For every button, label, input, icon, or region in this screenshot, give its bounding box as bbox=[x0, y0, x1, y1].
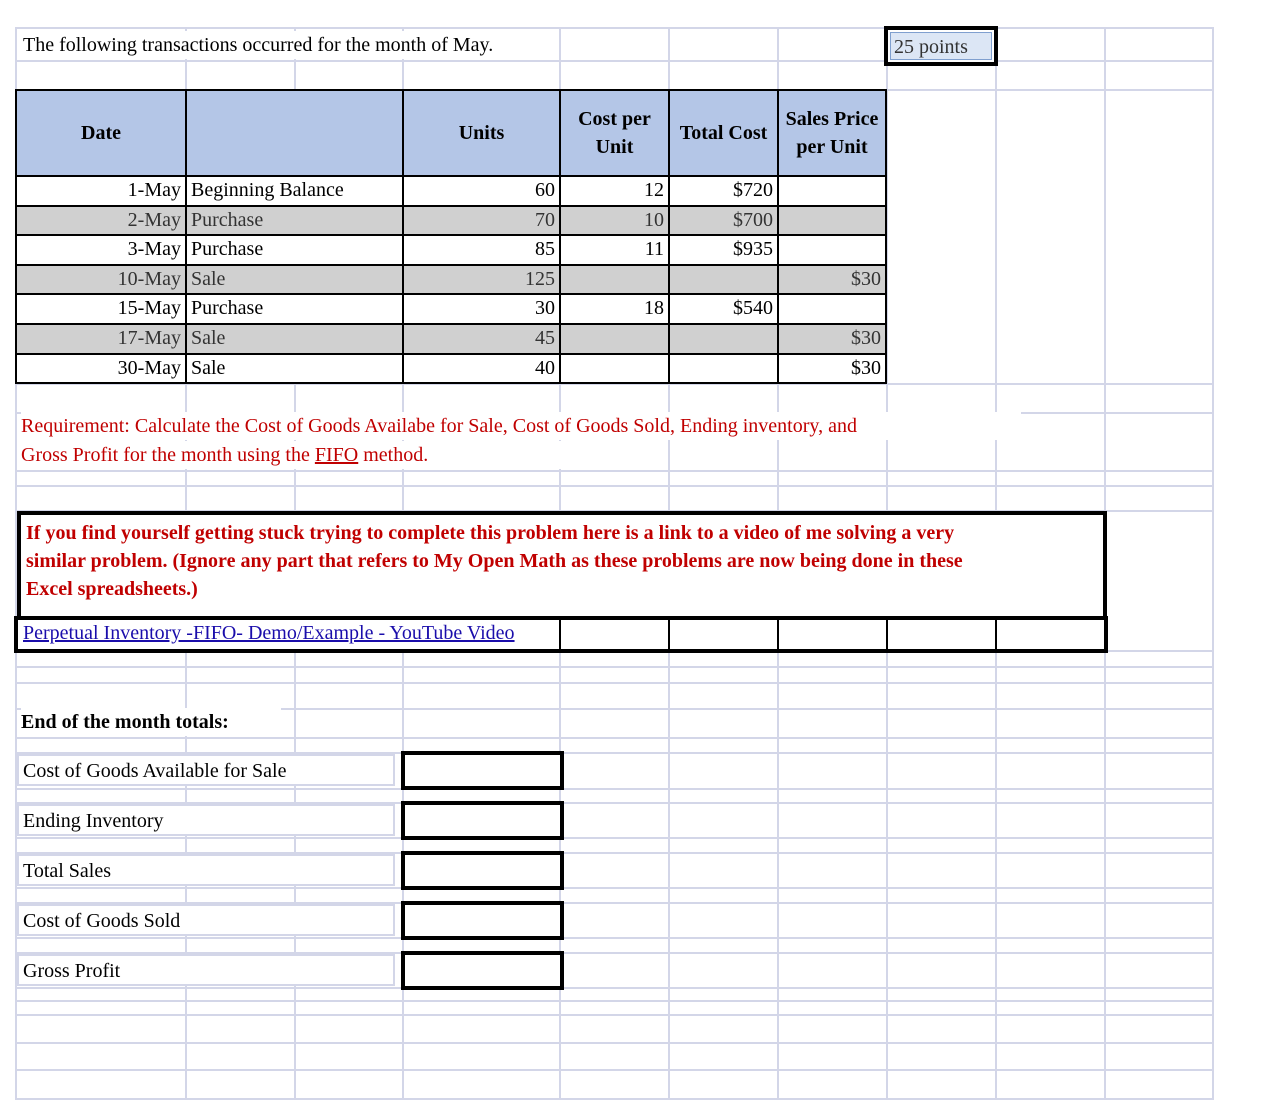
row-4-price-cell[interactable]: $30 bbox=[777, 264, 887, 296]
header-sales-price bbox=[777, 89, 887, 177]
header-date: Date bbox=[15, 89, 187, 177]
row-7-cost-cell[interactable] bbox=[559, 353, 670, 385]
intro-text: The following transactions occurred for the month of May. bbox=[19, 31, 559, 59]
row-5-price-cell[interactable] bbox=[777, 293, 887, 325]
fifo-method: FIFO bbox=[314, 444, 359, 466]
row-2-price-cell[interactable] bbox=[777, 205, 887, 237]
row-4-units-cell[interactable]: 125 bbox=[402, 264, 561, 296]
link-row-divider bbox=[995, 618, 997, 649]
row-4-total-cell[interactable] bbox=[668, 264, 779, 296]
grid-row-line bbox=[15, 682, 1214, 684]
link-row-divider bbox=[668, 618, 670, 649]
totals-label-2: Ending Inventory bbox=[17, 804, 395, 836]
totals-answer-input-5[interactable] bbox=[401, 951, 564, 990]
youtube-video-link[interactable]: Perpetual Inventory -FIFO- Demo/Example - YouTube Video bbox=[23, 622, 515, 644]
grid-row-line bbox=[15, 1000, 1214, 1002]
grid-row-line bbox=[15, 937, 1214, 939]
row-6-price-cell[interactable]: $30 bbox=[777, 323, 887, 355]
row-7-total-cell[interactable] bbox=[668, 353, 779, 385]
header-units: Units bbox=[402, 89, 561, 177]
row-3-date-cell[interactable]: 3-May bbox=[15, 234, 187, 266]
totals-label-5: Gross Profit bbox=[17, 954, 395, 986]
row-6-desc-cell[interactable]: Sale bbox=[185, 323, 404, 355]
grid-row-line bbox=[15, 1042, 1214, 1044]
totals-label-4: Cost of Goods Sold bbox=[17, 904, 395, 936]
totals-label-3: Total Sales bbox=[17, 854, 395, 886]
grid-row-line bbox=[15, 1069, 1214, 1071]
row-6-units-cell[interactable]: 45 bbox=[402, 323, 561, 355]
help-box bbox=[17, 511, 1107, 621]
row-1-date-cell[interactable]: 1-May bbox=[15, 175, 187, 207]
grid-row-line bbox=[15, 666, 1214, 668]
row-5-units-cell[interactable]: 30 bbox=[402, 293, 561, 325]
row-3-cost-cell[interactable]: 11 bbox=[559, 234, 670, 266]
help-line-3: Excel spreadsheets.) bbox=[26, 578, 198, 600]
row-5-date-cell[interactable]: 15-May bbox=[15, 293, 187, 325]
row-7-units-cell[interactable]: 40 bbox=[402, 353, 561, 385]
row-5-desc-cell[interactable]: Purchase bbox=[185, 293, 404, 325]
header-sales-price-label: Sales Price per Unit bbox=[785, 108, 879, 158]
link-row-divider bbox=[559, 618, 561, 649]
row-7-price-cell[interactable]: $30 bbox=[777, 353, 887, 385]
grid-row-line bbox=[15, 837, 1214, 839]
row-6-cost-cell[interactable] bbox=[559, 323, 670, 355]
row-1-desc-cell[interactable]: Beginning Balance bbox=[185, 175, 404, 207]
row-1-units-cell[interactable]: 60 bbox=[402, 175, 561, 207]
grid-row-line bbox=[15, 1014, 1214, 1016]
requirement-line-1: Requirement: Calculate the Cost of Goods Availabe for Sale, Cost of Goods Sold, Ending inventory, and bbox=[21, 412, 1021, 440]
row-4-desc-cell[interactable]: Sale bbox=[185, 264, 404, 296]
grid-row-line bbox=[15, 60, 1214, 62]
row-3-price-cell[interactable] bbox=[777, 234, 887, 266]
grid-row-line bbox=[15, 27, 1214, 29]
grid-row-line bbox=[15, 788, 1214, 790]
row-4-cost-cell[interactable] bbox=[559, 264, 670, 296]
grid-row-line bbox=[15, 1098, 1214, 1100]
points-label: 25 points bbox=[890, 32, 992, 60]
header-cost-per-unit-label: Cost per Unit bbox=[578, 108, 651, 158]
link-row-divider bbox=[886, 618, 888, 649]
header-cost-per-unit bbox=[559, 89, 670, 177]
totals-heading: End of the month totals: bbox=[21, 708, 281, 736]
row-3-total-cell[interactable]: $935 bbox=[668, 234, 779, 266]
requirement-line-2-end: method. bbox=[358, 444, 429, 466]
totals-answer-input-4[interactable] bbox=[401, 901, 564, 940]
row-2-units-cell[interactable]: 70 bbox=[402, 205, 561, 237]
row-2-date-cell[interactable]: 2-May bbox=[15, 205, 187, 237]
help-line-1: If you find yourself getting stuck trying to complete this problem here is a link to a video of me solving a very bbox=[26, 522, 955, 544]
grid-row-line bbox=[15, 485, 1214, 487]
grid-row-line bbox=[15, 737, 1214, 739]
row-3-units-cell[interactable]: 85 bbox=[402, 234, 561, 266]
row-3-desc-cell[interactable]: Purchase bbox=[185, 234, 404, 266]
row-2-total-cell[interactable]: $700 bbox=[668, 205, 779, 237]
grid-column-line bbox=[1212, 27, 1214, 1100]
row-6-total-cell[interactable] bbox=[668, 323, 779, 355]
requirement-line-2 bbox=[21, 441, 581, 469]
totals-answer-input-1[interactable] bbox=[401, 751, 564, 790]
grid-row-line bbox=[15, 887, 1214, 889]
row-4-date-cell[interactable]: 10-May bbox=[15, 264, 187, 296]
grid-row-line bbox=[15, 470, 1214, 472]
totals-label-1: Cost of Goods Available for Sale bbox=[17, 754, 395, 786]
totals-answer-input-2[interactable] bbox=[401, 801, 564, 840]
points-cell[interactable] bbox=[884, 26, 998, 66]
link-row-divider bbox=[777, 618, 779, 649]
row-5-total-cell[interactable]: $540 bbox=[668, 293, 779, 325]
row-1-total-cell[interactable]: $720 bbox=[668, 175, 779, 207]
header-total-cost: Total Cost bbox=[668, 89, 779, 177]
row-2-desc-cell[interactable]: Purchase bbox=[185, 205, 404, 237]
requirement-line-2-start: Gross Profit for the month using the bbox=[21, 444, 315, 466]
row-1-price-cell[interactable] bbox=[777, 175, 887, 207]
row-7-date-cell[interactable]: 30-May bbox=[15, 353, 187, 385]
row-6-date-cell[interactable]: 17-May bbox=[15, 323, 187, 355]
row-5-cost-cell[interactable]: 18 bbox=[559, 293, 670, 325]
row-2-cost-cell[interactable]: 10 bbox=[559, 205, 670, 237]
help-line-2: similar problem. (Ignore any part that refers to My Open Math as these problems are now being done in these bbox=[26, 550, 963, 572]
row-7-desc-cell[interactable]: Sale bbox=[185, 353, 404, 385]
totals-answer-input-3[interactable] bbox=[401, 851, 564, 890]
row-1-cost-cell[interactable]: 12 bbox=[559, 175, 670, 207]
header-description bbox=[185, 89, 404, 177]
grid-row-line bbox=[15, 987, 1214, 989]
